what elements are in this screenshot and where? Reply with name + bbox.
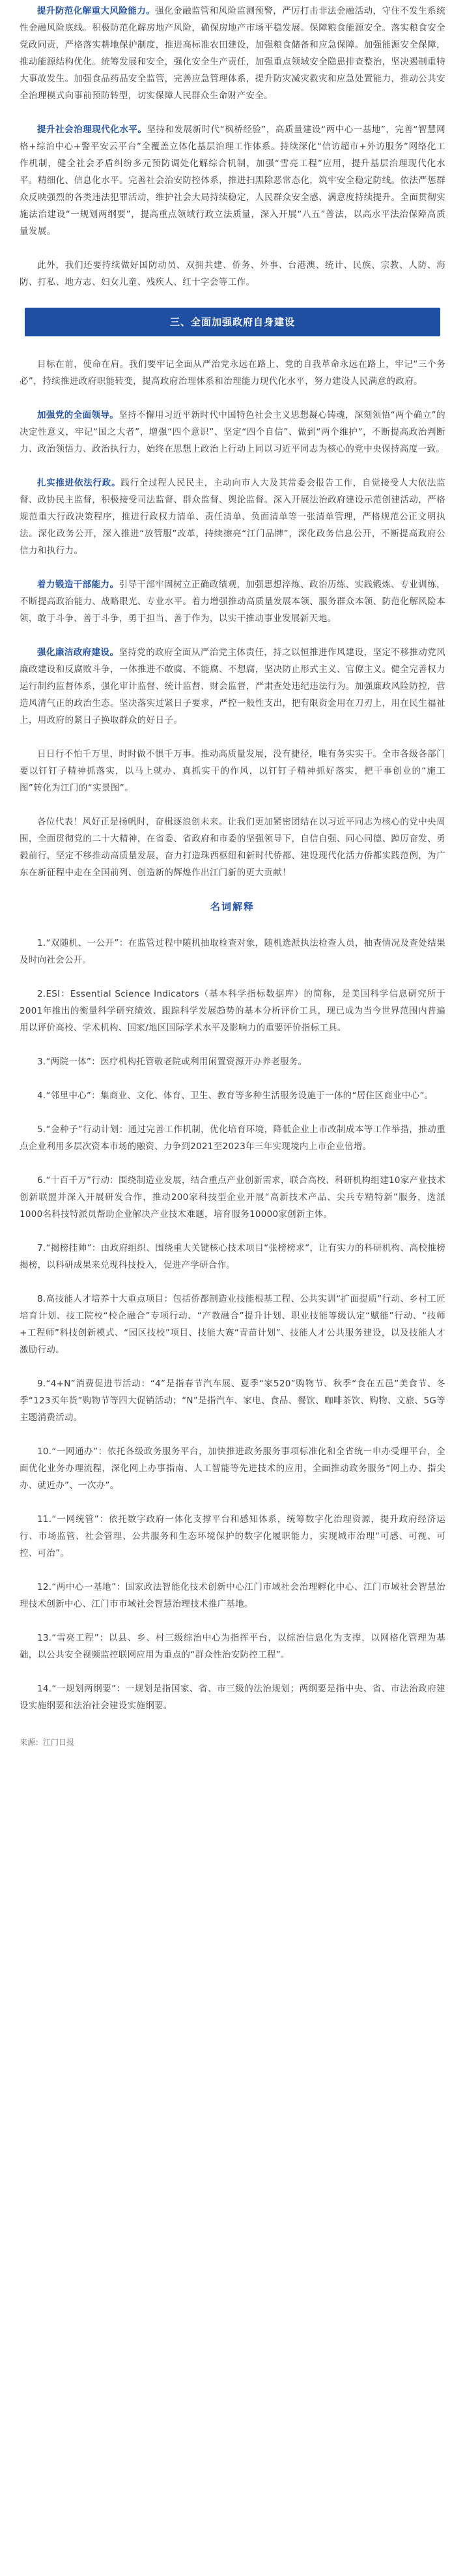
paragraph xyxy=(20,746,445,797)
glossary-item: 9.“4+N”消费促进节活动：“4”是指春节汽车展、夏季“家520”购物节、秋季“食在五邑”美食节、冬季“123买年货”购物节等四大促销活动；“N”是指汽车、家电、食品、餐饮、咖啡茶饮、购物、文旅、5G等主题消费活动。 xyxy=(20,1379,445,1423)
paragraph-text: 日日行不怕千万里，时时做不惧千万事。推动高质量发展，没有捷径，唯有务实实干。全市各级各部门要以钉钉子精神抓落实，以马上就办、真抓实干的作风，以钉钉子精神抓好落实，把干事创业的“施工图”转化为江门的“实景图”。 xyxy=(20,749,445,793)
article-page xyxy=(0,3,465,1761)
glossary-item: 11.“一网统管”：依托数字政府一体化支撑平台和感知体系，统筹数字化治理资源，提升政府经济运行、市场监管、社会管理、公共服务和生态环境保护的数字化履职能力，实现城市治理“可感、可视、可控、可治”。 xyxy=(20,1514,445,1559)
paragraph xyxy=(20,356,445,390)
paragraph xyxy=(20,121,445,240)
paragraph-lead: 提升防范化解重大风险能力。 xyxy=(37,6,156,16)
glossary-item: 3.“两院一体”：医疗机构托管敬老院或利用闲置资源开办养老服务。 xyxy=(37,1057,307,1067)
glossary-item: 2.ESI：Essential Science Indicators（基本科学指标数据库）的简称，是美国科学信息研究所于2001年推出的衡量科学研究绩效、跟踪科学发展趋势的基本分析评价工具，现已成为当今世界范围内普遍用以评价高校、学术机构、国家/地区国际学术水平及影响力的重要评价指标工具。 xyxy=(20,989,445,1033)
paragraph-text: 践行全过程人民民主，主动向市人大及其常委会报告工作，自觉接受人大依法监督、政协民主监督，积极接受司法监督、群众监督、舆论监督。深入开展法治政府建设示范创建活动，严格规范重大行政决策程序，推进行政权力清单、责任清单、负面清单等一张清单管理，严格规范公正文明执法。深化政务公开，深入推进“放管服”改革，持续擦亮“江门品牌”，深化政务信息公开，不断提高政府公信力和执行力。 xyxy=(20,478,445,556)
paragraph xyxy=(20,644,445,729)
glossary-item: 4.“邻里中心”：集商业、文化、体育、卫生、教育等多种生活服务设施于一体的“居住区商业中心”。 xyxy=(37,1090,434,1101)
paragraph xyxy=(20,3,445,104)
paragraph xyxy=(20,257,445,291)
paragraph xyxy=(20,475,445,559)
top-paragraphs xyxy=(20,3,445,291)
paragraph-lead: 着力锻造干部能力。 xyxy=(37,579,119,590)
paragraph-text: 目标在前，使命在肩。我们要牢记全面从严治党永远在路上、党的自我革命永远在路上，牢记“三个务必”，持续推进政府职能转变，提高政府治理体系和治理能力现代化水平，努力建设人民满意的政府。 xyxy=(20,359,445,387)
source-label: 来源：江门日报 xyxy=(20,1738,75,1747)
glossary-item: 12.“两中心一基地”：国家政法智能化技术创新中心江门市域社会治理孵化中心、江门市域社会智慧治理技术创新中心、江门市市域社会智慧治理技术推广基地。 xyxy=(20,1582,445,1609)
glossary-item: 14.“一规划两纲要”：一规划是指国家、省、市三级的法治规划；两纲要是指中央、省、市法治政府建设实施纲要和法治社会建设实施纲要。 xyxy=(20,1684,445,1711)
paragraph xyxy=(20,813,445,881)
paragraph-lead: 强化廉洁政府建设。 xyxy=(37,647,119,658)
glossary-item: 7.“揭榜挂帅”：由政府组织、围绕重大关键核心技术项目“张榜榜求”，让有实力的科研机构、高校推榜揭榜，以科研成果来兑现科技投入，促进产学研合作。 xyxy=(20,1243,445,1270)
section-banner: 三、全面加强政府自身建设 xyxy=(25,308,440,336)
paragraph-text: 坚持不懈用习近平新时代中国特色社会主义思想凝心铸魂，深刻领悟“两个确立”的决定性意义，牢记“国之大者”，增强“四个意识”、坚定“四个自信”、做到“两个维护”，不断提高政治判断力、政治领悟力、政治执行力，始终在思想上政治上行动上同以习近平同志为核心的党中央保持高度一致。 xyxy=(20,410,445,454)
glossary-item: 8.高技能人才培养十大重点项目：包括侨都制造业技能根基工程、公共实训“扩面提质”行动、乡村工匠培育计划、技工院校“校企融合”专项行动、“产教融合”提升计划、职业技能等级认定“赋能”行动、“技师+工程师”科技创新模式、“园区技校”项目、技能大赛“青苗计划”、技能人才公共服务建设，以及技能人才激励行动。 xyxy=(20,1294,445,1355)
paragraph-lead: 提升社会治理现代化水平。 xyxy=(37,124,147,135)
glossary-item: 1.“双随机、一公开”：在监管过程中随机抽取检查对象，随机选派执法检查人员，抽查情况及查处结果及时向社会公开。 xyxy=(20,938,445,965)
glossary-item: 6.“十百千万”行动：围绕制造业发展，结合重点产业创新需求，联合高校、科研机构组建10家产业技术创新联盟并深入开展研发合作，推动200家科技型企业开展“高新技术产品、尖兵专精特新”服务，选派1000名科技特派员帮助企业解决产业技术难题，培育服务10000家创新主体。 xyxy=(20,1175,445,1220)
paragraph-text: 此外，我们还要持续做好国防动员、双拥共建、侨务、外事、台港澳、统计、民族、宗教、人防、海防、打私、地方志、妇女儿童、残疾人、红十字会等工作。 xyxy=(20,260,445,287)
paragraph-text: 引导干部牢固树立正确政绩观，加强思想淬炼、政治历练、实践锻炼、专业训练，不断提高政治能力、战略眼光、专业水平。着力增强推动高质量发展本领、服务群众本领、防范化解风险本领，敢于斗争、善于斗争，勇于担当、善于作为，以实干推动事业发展新天地。 xyxy=(20,579,445,624)
paragraph-text: 坚持和发展新时代“枫桥经验”，高质量建设“两中心一基地”，完善“智慧网格+综治中心+警平安云平台”全覆盖立体化基层治理工作体系。持续深化“信访超市+外访服务”网络化工作机制，健全社会矛盾纠纷多元预防调处化解综合机制，加强“雪亮工程”应用，提升基层治理现代化水平。精细化、信息化水平。完善社会治安防控体系，推进扫黑除恶常态化，筑牢安全稳定防线。依法严惩群众反映强烈的各类违法犯罪活动，维护社会大局持续稳定，人民群众安全感、满意度持续提升。全面贯彻实施法治建设“一规划两纲要”，提高重点领域行政立法质量，深入开展“八五”普法，以高水平法治保障高质量发展。 xyxy=(20,124,445,237)
paragraph-lead: 加强党的全面领导。 xyxy=(37,410,119,420)
paragraph-text: 各位代表！风好正是扬帆时，奋楫逐浪创未来。让我们更加紧密团结在以习近平同志为核心的党中央周围，全面贯彻党的二十大精神，在省委、省政府和市委的坚强领导下，自信自强、同心同德、踔厉奋发、勇毅前行，坚定不移推动高质量发展，奋力打造珠西枢纽和新时代侨都、建设现代化活力侨都实践范例，为广东在新征程中走在全国前列、创造新的辉煌作出江门新的更大贡献！ xyxy=(20,817,445,878)
mid-paragraphs xyxy=(20,356,445,881)
glossary-item: 10.“一网通办”：依托各级政务服务平台，加快推进政务服务事项标准化和全省统一申办受理平台，全面优化业务办理流程，深化网上办事指南、人工智能等先进技术的应用，全面推动政务服务“网上办、指尖办、就近办”、一次办”。 xyxy=(20,1446,445,1491)
glossary-title: 名词解释 xyxy=(210,901,255,913)
paragraph-lead: 扎实推进依法行政。 xyxy=(37,478,121,488)
glossary-item: 13.“雪亮工程”：以县、乡、村三级综治中心为指挥平台，以综治信息化为支撑，以网格化管理为基础，以公共安全视频监控联网应用为重点的“群众性治安防控工程”。 xyxy=(20,1633,445,1660)
glossary-list xyxy=(20,935,445,1714)
paragraph-text: 强化金融监管和风险监测预警，严厉打击非法金融活动，守住不发生系统性金融风险底线。积极防范化解房地产风险，确保房地产市场平稳发展。保障粮食能源安全。落实粮食安全党政同责，严格落实耕地保护制度，推进高标准农田建设，加强粮食储备和应急保障。加强能源安全保障，推动能源结构优化。统筹发展和安全，强化安全生产责任，加强重点领域安全隐患排查整治，坚决遏制重特大事故发生。加强食品药品安全监管，完善应急管理体系，提升防灾减灾救灾和应急处置能力，推动公共安全治理模式向事前预防转型，切实保障人民群众生命财产安全。 xyxy=(20,6,445,101)
glossary-item: 5.“金种子”行动计划：通过完善工作机制，优化培育环境，降低企业上市改制成本等工作举措，推动重点企业利用多层次资本市场的融资、力争到2021至2023年三年实现境内上市企业倍增。 xyxy=(20,1124,445,1152)
paragraph xyxy=(20,407,445,458)
paragraph-text: 坚持党的政府全面从严治党主体责任，持之以恒推进作风建设，坚定不移推动党风廉政建设和反腐败斗争，一体推进不敢腐、不能腐、不想腐，坚决防止形式主义、官僚主义。健全完善权力运行制约监督体系，强化审计监督、统计监督、财会监督，严肃查处违纪违法行为。加强廉政风险防控，营造风清气正的政治生态。坚决落实过紧日子要求，严控一般性支出，把有限资金用在刀刃上，用在民生福祉上，用政府的紧日子换取群众的好日子。 xyxy=(20,647,445,725)
paragraph xyxy=(20,576,445,627)
